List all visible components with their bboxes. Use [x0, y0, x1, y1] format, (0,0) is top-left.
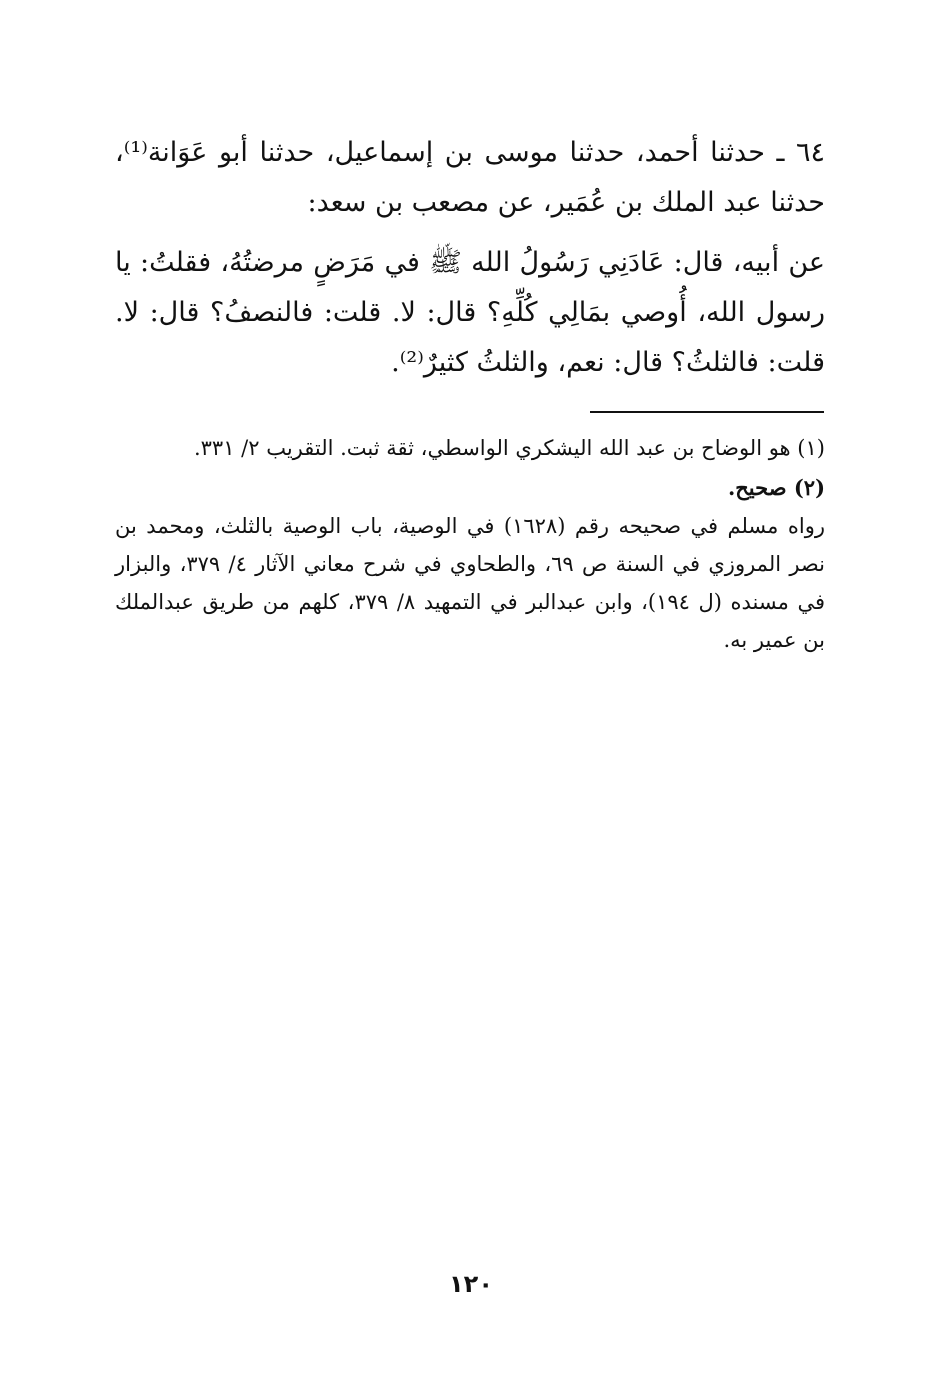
footnotes	[115, 429, 825, 659]
footnote-2-body: رواه مسلم في صحيحه رقم (١٦٢٨) في الوصية، باب الوصية بالثلث، ومحمد بن نصر المروزي في السنة ص ٦٩، والطحاوي في شرح معاني الآثار ٤/ ٣٧٩، والبزار في مسنده (ل ١٩٤)، وابن عبدالبر في التمهيد ٨/ ٣٧٩، كلهم من طريق عبدالملك بن عمير به.	[115, 514, 825, 652]
hadith-matn: عن أبيه، قال: عَادَنِي رَسُولُ الله ﷺ في مَرَضٍ مرضتُهُ، فقلتُ: يا رسول الله، أُوصي بمَالِي كُلِّهِ؟ قال: لا. قلت: فالنصفُ؟ قال: لا. قلت: فالثلثُ؟ قال: نعم، والثلثُ كثيرٌ⁽²⁾.	[115, 247, 825, 378]
page-number: ١٢٠	[449, 1270, 493, 1298]
footnote-2-label: (٢) صحيح.	[727, 475, 825, 500]
footnote-divider	[590, 411, 824, 413]
footnote-1: (١) هو الوضاح بن عبد الله اليشكري الواسطي، ثقة ثبت. التقريب ٢/ ٣٣١.	[193, 436, 825, 460]
hadith-isnad: ٦٤ ـ حدثنا أحمد، حدثنا موسى بن إسماعيل، حدثنا أبو عَوَانة⁽¹⁾، حدثنا عبد الملك بن عُمَير، عن مصعب بن سعد:	[115, 137, 825, 218]
